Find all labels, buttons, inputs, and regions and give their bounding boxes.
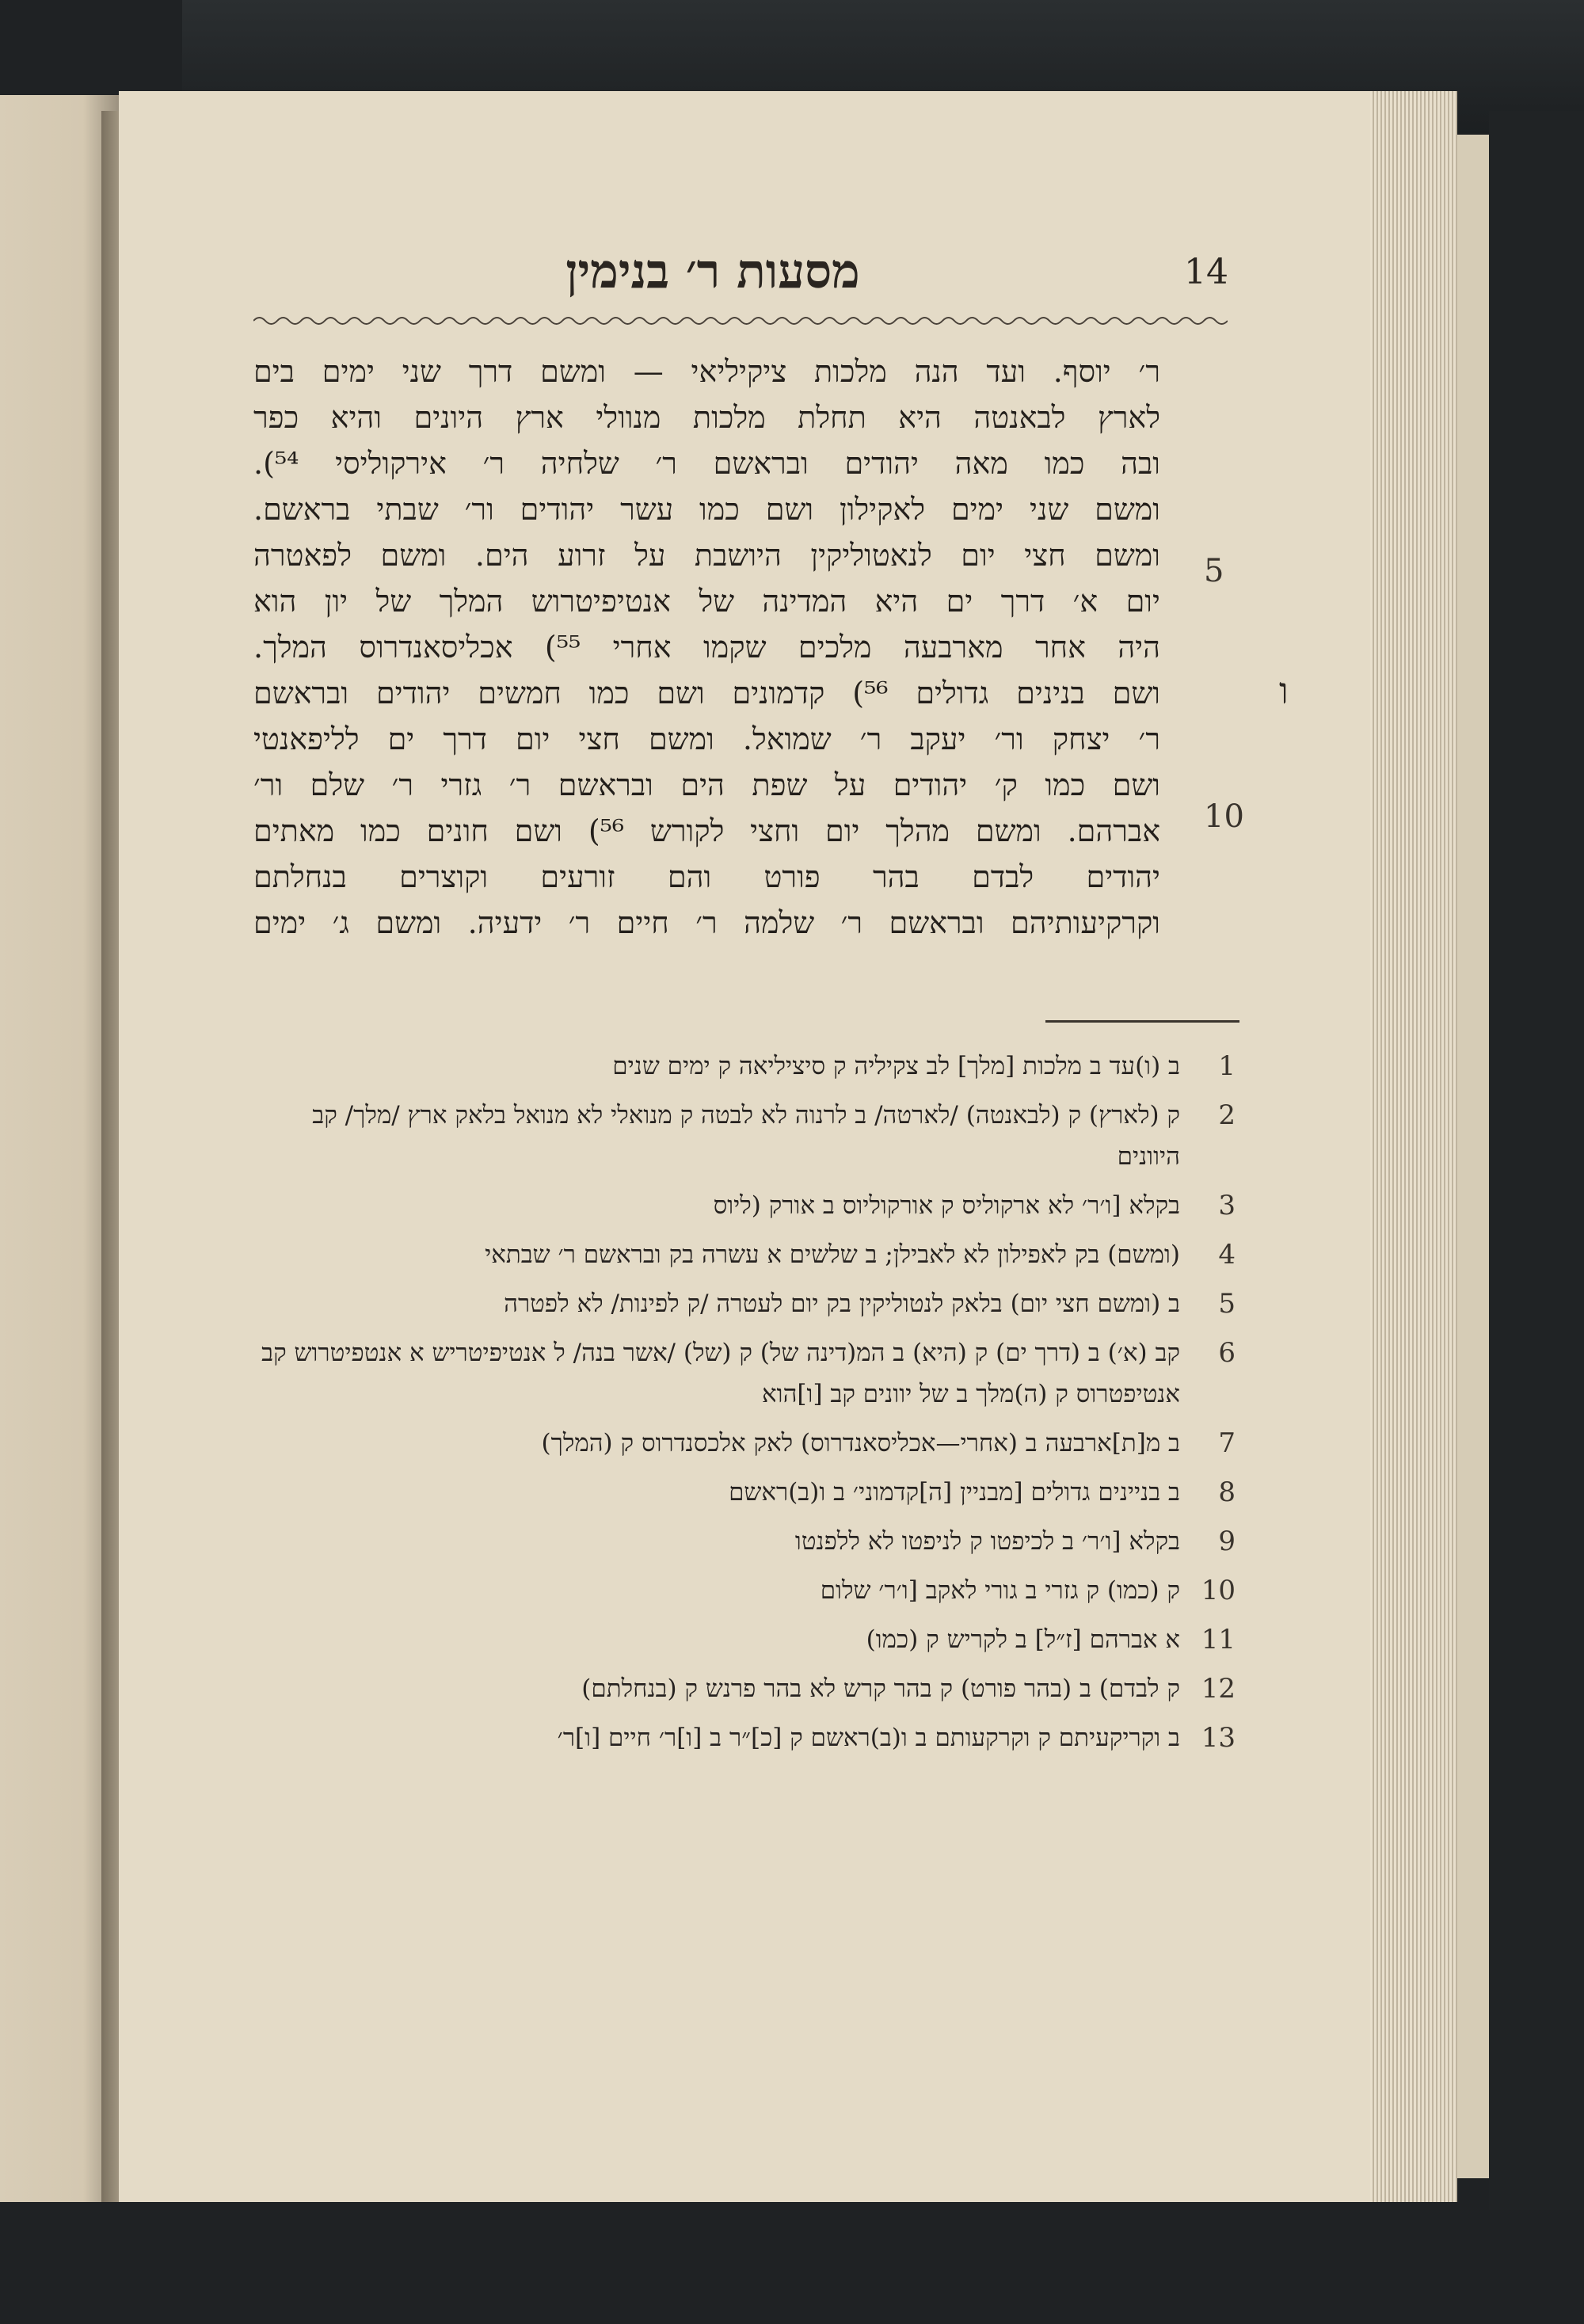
note-row <box>253 1095 1236 1177</box>
note-row <box>253 1717 1236 1758</box>
note-number: 7 <box>1218 1427 1236 1459</box>
note-text: ב (ומשם חצי יום) בלאק לנטוליקין בק יום לעטרה /ק לפינות/ לא לפטרה <box>504 1290 1180 1318</box>
page-stack-edge-outer <box>1457 135 1489 2178</box>
note-row <box>253 1619 1236 1660</box>
apparatus-notes <box>253 1046 1236 1766</box>
running-title: מסעות ר׳ בנימין <box>565 244 860 299</box>
note-text: ק (כמו) ק גזרי ב גורי לאקב [ו׳ר׳ שלום <box>820 1576 1180 1605</box>
text-line: ר׳ יוסף. ועד הנה מלכות ציקיליאי — ומשם דרך שני ימים בים <box>253 354 1160 389</box>
note-row <box>253 1570 1236 1611</box>
note-number: 4 <box>1218 1239 1236 1271</box>
note-row <box>253 1668 1236 1709</box>
note-number: 6 <box>1218 1337 1236 1369</box>
main-text <box>253 349 1160 946</box>
text-line: ושם כמו ק׳ יהודים על שפת הים ובראשם ר׳ גזרי ר׳ שלם ור׳ <box>253 768 1160 802</box>
line-number: 10 <box>1204 798 1244 835</box>
note-row <box>253 1234 1236 1275</box>
note-text: קב (א׳) ב (דרך ים) ק (היא) ב המ(דינה של) ק (של) /אשר בנה/ ל אנטיפיטריש א אנטפיטרוש קב אנטיפטרוס ק (ה)מלך ב של יוונים קב [ו]הוא <box>261 1339 1180 1408</box>
line-number: 5 <box>1204 553 1224 589</box>
note-row <box>253 1283 1236 1324</box>
text-line: ר׳ יצחק ור׳ יעקב ר׳ שמואל. ומשם חצי יום דרך ים לליפאנטי <box>253 722 1160 756</box>
book-cover-right <box>1489 111 1584 2210</box>
note-number: 10 <box>1201 1575 1236 1606</box>
note-number: 9 <box>1218 1526 1236 1557</box>
note-text: (ומשם) בק לאפילון לא לאבילן; ב שלשים א עשרה בק ובראשם ר׳ שבתאי <box>485 1240 1180 1269</box>
text-line: יום א׳ דרך ים היא המדינה של אנטיפיטרוש המלך של יון הוא <box>253 584 1160 619</box>
note-number: 2 <box>1218 1099 1236 1131</box>
note-number: 1 <box>1218 1050 1236 1082</box>
note-number: 12 <box>1201 1673 1236 1705</box>
note-row <box>253 1423 1236 1464</box>
page-number: 14 <box>1184 252 1228 292</box>
page-stack-edge <box>1370 91 1457 2202</box>
note-row <box>253 1185 1236 1226</box>
text-line: לארץ לבאנטה היא תחלת מלכות מנוולי ארץ היונים והיא כפר <box>253 400 1160 435</box>
text-line: ומשם שני ימים לאקילון ושם כמו עשר יהודים ור׳ שבתי בראשם. <box>253 492 1160 527</box>
note-text: ב וקריקעיתם ק וקרקעותם ב ו(ב)ראשם ק [כ]״ר ב [ו]ר׳ חיים [ו]ר׳ <box>557 1724 1180 1752</box>
note-row <box>253 1472 1236 1513</box>
note-number: 8 <box>1218 1476 1236 1508</box>
text-line: היה אחר מארבעה מלכים שקמו אחרי ⁵⁵) אכליסאנדרוס המלך. <box>253 630 1160 665</box>
note-number: 5 <box>1218 1288 1236 1320</box>
text-line: אברהם. ומשם מהלך יום וחצי לקורש ⁵⁶) ושם חונים כמו מאתים <box>253 813 1160 848</box>
note-row <box>253 1046 1236 1087</box>
text-line: ושם בנינים גדולים ⁵⁶) קדמונים ושם כמו חמשים יהודים ובראשם <box>253 676 1160 711</box>
text-line: יהודים לבדם בהר פורט והם זורעים וקוצרים בנחלתם <box>253 859 1160 894</box>
note-number: 3 <box>1218 1190 1236 1221</box>
note-row <box>253 1521 1236 1562</box>
note-text: בקלא [ו׳ר׳ ב לכיפטו ק לניפטו לא ללפנטו <box>794 1527 1180 1556</box>
text-line: ומשם חצי יום לנאטוליקין היושבת על זרוע הים. ומשם לפאטרה <box>253 538 1160 573</box>
note-number: 13 <box>1201 1722 1236 1754</box>
note-text: ב בניינים גדולים [מבניין [ה]קדמוני׳ ב ו(ב)ראשם <box>729 1478 1180 1507</box>
note-text: ק (לארץ) ק (לבאנטה) /לארטה/ ב לרנוה לא לבטה ק מנואלי לא מנואל בלאק ארץ /מלך/ קב היוונים <box>312 1101 1180 1171</box>
note-text: ק לבדם) ב (בהר פורט) ק בהר קרש לא בהר פרנש ק (בנחלתם) <box>581 1674 1180 1703</box>
note-text: ב מ[ת]ארבעה ב (אחרי—אכליסאנדרוס) לאק אלכסנדרוס ק (המלך) <box>541 1429 1180 1457</box>
note-number: 11 <box>1201 1624 1236 1655</box>
text-line: וקרקיעותיהם ובראשם ר׳ שלמה ר׳ חיים ר׳ ידעיה. ומשם ג׳ ימים <box>253 905 1160 940</box>
note-row <box>253 1332 1236 1415</box>
note-text: ב (ו)עד ב מלכות [מלך] לב צקיליה ק סיציליאה ק ימים שנים <box>612 1052 1180 1080</box>
note-text: א אברהם [ז״ל] ב לקריש ק (כמו) <box>866 1625 1180 1654</box>
text-line: ובה כמו מאה יהודים ובראשם ר׳ שלחיה ר׳ אירקוליסי ⁵⁴). <box>253 446 1160 481</box>
header-rule <box>253 313 1228 329</box>
footnote-divider <box>1045 1020 1239 1023</box>
note-text: בקלא [ו׳ר׳ לא ארקוליס ק אורקוליוס ב אורק (ליוס <box>713 1191 1180 1220</box>
margin-mark: ו <box>1279 669 1289 712</box>
